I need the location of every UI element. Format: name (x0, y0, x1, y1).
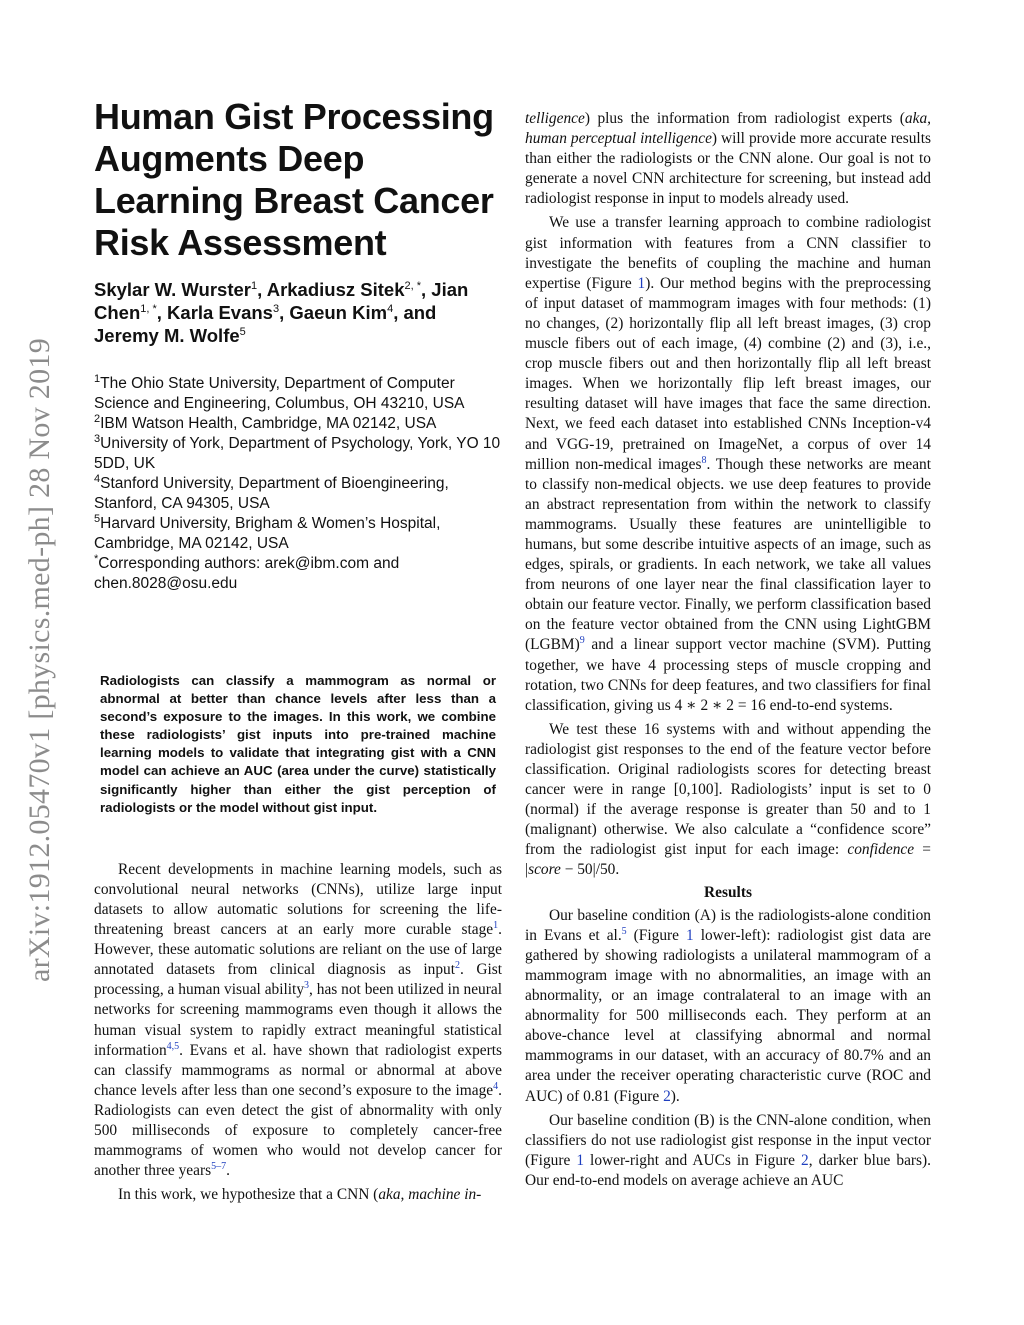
intro-paragraph (94, 1185, 502, 1205)
author-name: and Jeremy M. Wolfe (94, 302, 437, 346)
affiliation-mark: 2 (94, 412, 101, 425)
author-name: Jian Chen (94, 279, 469, 323)
text-run: ) will provide more accurate results than either the radiologists or the CNN alone. Our goal is not to generate a novel CNN architecture for screening, but instead add radiologist response in input to models already used. (525, 130, 931, 208)
body-paragraph (525, 720, 931, 881)
text-run: . Radiologists can even detect the gist of abnormality with only 500 milliseconds of exposure to completely cancer-free mammograms of women who would not develop cancer for another three years (94, 1081, 502, 1180)
text-run: In this work, we hypothesize that a CNN ( (118, 1186, 379, 1204)
text-run: We use a transfer learning approach to combine radiologist gist information with features from a CNN classifier to investigate the benefits of coupling the machine and human expertise (Figure (525, 214, 931, 292)
text-run: , darker blue bars). Our end-to-end models on average achieve an AUC (525, 1151, 932, 1189)
author-name: Skylar W. Wurster (94, 279, 251, 300)
author-affiliation-mark: 3 (272, 302, 280, 315)
text-run: = | (525, 841, 931, 879)
text-run: , has not been utilized in neural networks for screening mammograms even though it allows the human visual system to rapidly extract meaningful statistical information (94, 981, 502, 1059)
citation-link[interactable]: 4,5 (166, 1040, 180, 1052)
affiliation-text: IBM Watson Health, Cambridge, MA 02142, USA (100, 415, 437, 432)
affiliation-text: The Ohio State University, Department of Computer Science and Engineering, Columbus, OH 43210, USA (94, 375, 465, 412)
affiliation (94, 414, 502, 434)
affiliation-list (94, 374, 502, 594)
text-run: We test these 16 systems with and without appending the radiologist gist responses to the end of the feature vector before classification. Original radiologists scores for detecting breast cancer were in range [0,100]. Radiologists’ input is set to 0 (normal) if the average response is greater than 50 and to 1 (malignant) otherwise. We also calculate a “confidence score” from the radiologist gist input for each image: (525, 720, 931, 859)
figure-reference-link[interactable]: 2 (801, 1151, 809, 1169)
figure-reference-link[interactable]: 1 (686, 926, 694, 944)
figure-reference-link[interactable]: 1 (637, 274, 646, 292)
text-run: Our baseline condition (A) is the radiologists-alone condition in Evans et al. (525, 906, 931, 944)
left-column (94, 96, 502, 1205)
affiliation-text: Stanford University, Department of Bioengineering, Stanford, CA 94305, USA (94, 475, 449, 512)
affiliation (94, 554, 502, 594)
author-separator: , (393, 302, 404, 323)
results-heading: Results (704, 883, 752, 901)
arxiv-identifier: arXiv:1912.05470v1 [physics.med-ph] 28 Nov 2019 (23, 337, 56, 983)
text-run: . However, these automatic solutions are reliant on the use of large annotated datasets from clinical diagnosis as input (94, 921, 502, 979)
affiliation-mark: * (94, 552, 99, 565)
citation-link[interactable]: 8 (701, 454, 707, 466)
citation-link[interactable]: 3 (304, 980, 310, 992)
author-name: Gaeun Kim (289, 302, 388, 323)
citation-link[interactable]: 1 (493, 919, 499, 931)
affiliation-text: Harvard University, Brigham & Women’s Hospital, Cambridge, MA 02142, USA (94, 515, 441, 552)
text-run: . Gist processing, a human visual ability (94, 961, 502, 999)
italic-text: aka, machine in- (378, 1186, 482, 1204)
text-run: . (226, 1162, 230, 1180)
abstract: Radiologists can classify a mammogram as normal or abnormal at better than chance levels after less than a second’s exposure to the images. In this work, we combine these radiologists’ gist inputs into pre-trained machine learning models to validate that integrating gist with a CNN model can achieve an AUC (area under the curve) statistically significantly higher than either the gist perception of radiologists or the model without gist input. (100, 673, 496, 815)
body-paragraph (525, 109, 931, 209)
text-run: and a linear support vector machine (SVM). Putting together, we have 4 processing steps of muscle cropping and rotation, two CNNs for deep features, and two classifiers for final classification, giving us 4 ∗ 2 ∗ 2 = 16 end-to-end systems. (525, 636, 931, 714)
body-paragraph (525, 1111, 931, 1191)
author-name: Arkadiusz Sitek (266, 279, 405, 300)
figure-reference-link[interactable]: 1 (576, 1151, 585, 1169)
text-run: ). (670, 1087, 680, 1105)
affiliation-mark: 5 (94, 512, 101, 525)
citation-link[interactable]: 5 (621, 925, 627, 937)
text-run: lower-right and AUCs in Figure (584, 1151, 802, 1169)
author-separator: , (279, 302, 290, 323)
text-run: . Evans et al. have shown that radiologist experts can classify mammograms as normal or abnormal at above chance levels after less than one second’s exposure to the image (94, 1041, 502, 1099)
author-separator: , (257, 279, 267, 300)
citation-link[interactable]: 9 (579, 635, 585, 647)
author-affiliation-mark: 5 (239, 325, 246, 338)
affiliation-mark: 4 (94, 472, 101, 485)
citation-link[interactable]: 2 (455, 960, 461, 972)
paper-title: Human Gist Processing Augments Deep Learning Breast Cancer Risk Assessment (94, 96, 494, 263)
author-list (94, 278, 502, 347)
italic-text: score (528, 861, 561, 879)
affiliation-mark: 1 (94, 372, 101, 385)
affiliation (94, 374, 502, 414)
figure-reference-link[interactable]: 2 (663, 1087, 671, 1105)
affiliation-mark: 3 (94, 432, 101, 445)
italic-text: confidence (847, 841, 915, 859)
author-affiliation-mark: 1, * (140, 302, 157, 315)
affiliation (94, 514, 502, 554)
citation-link[interactable]: 5–7 (211, 1161, 227, 1173)
body-paragraph (525, 213, 931, 715)
affiliation (94, 474, 502, 514)
intro-paragraph (94, 860, 502, 1182)
text-run: Recent developments in machine learning models, such as convolutional neural networks (CNNs), utilize large input datasets to allow automatic solutions for screening the life-threatening breast cancers at an early more curable stage (94, 860, 502, 939)
author-name: Karla Evans (167, 302, 273, 323)
affiliation (94, 434, 502, 474)
author-affiliation-mark: 4 (387, 302, 394, 315)
text-run: − 50|/50. (560, 861, 620, 879)
body-paragraph (525, 906, 931, 1107)
introduction (94, 860, 502, 1206)
citation-link[interactable]: 4 (493, 1080, 499, 1092)
text-run: Our baseline condition (B) is the CNN-alone condition, when classifiers do not use radiologist gist response in the input vector (Figure (525, 1111, 931, 1169)
text-run: ) plus the information from radiologist experts ( (584, 110, 905, 127)
italic-text: telligence (525, 110, 585, 127)
italic-text: aka, human perceptual intelligence (525, 110, 931, 148)
author-separator: , (156, 302, 168, 323)
text-run: ). Our method begins with the preprocessing of input dataset of mammogram images with four methods: (1) no changes, (2) horizontally flip all left breast images, (3) crop muscle fibers out of each image, (4) combine (2) and (3), i.e., crop muscle fibers out and then horizontally flip all left breast images. When we horizontally flip left breast images, our resulting dataset will have images that face the same direction. Next, we feed each dataset into established CNNs Inception-v4 and VGG-19, pretrained on ImageNet, a corpus of over 14 million non-medical images (525, 274, 931, 473)
text-run: . Though these networks are meant to classify non-medical objects. we use deep features to provide an abstract representation from within the network to classify mammograms. Usually these features are unintelligible to humans, but some describe intuitive aspects of an image, such as edges, spirals, or gradients. In each network, we take all values from neurons of one layer near the final classification layer to obtain our feature vector. Finally, we perform classification based on the feature vector obtained from the CNN using LightGBM (LGBM) (525, 455, 931, 654)
method-section (525, 109, 931, 1191)
author-affiliation-mark: 1 (250, 279, 258, 292)
author-affiliation-mark: 2, * (404, 279, 421, 292)
arxiv-sidebar-stamp (10, 295, 70, 1025)
text-run: lower-left): radiologist gist data are gathered by showing radiologists a unilateral mammogram of a mammogram image with no abnormalities, an image with an abnormality, or an image contralateral to an image with an abnormality for 500 milliseconds each. They perform at an above-chance level at classifying abnormal and normal mammograms in our dataset, with an accuracy of 80.7% and an area under the receiver operating characteristic curve (ROC and AUC) of 0.81 (Figure (525, 926, 931, 1105)
text-run: (Figure (626, 926, 686, 944)
affiliation-text: Corresponding authors: arek@ibm.com and chen.8028@osu.edu (94, 555, 400, 592)
affiliation-text: University of York, Department of Psychology, York, YO 10 5DD, UK (94, 435, 501, 472)
author-separator: , (421, 279, 432, 300)
right-column (525, 109, 931, 1191)
